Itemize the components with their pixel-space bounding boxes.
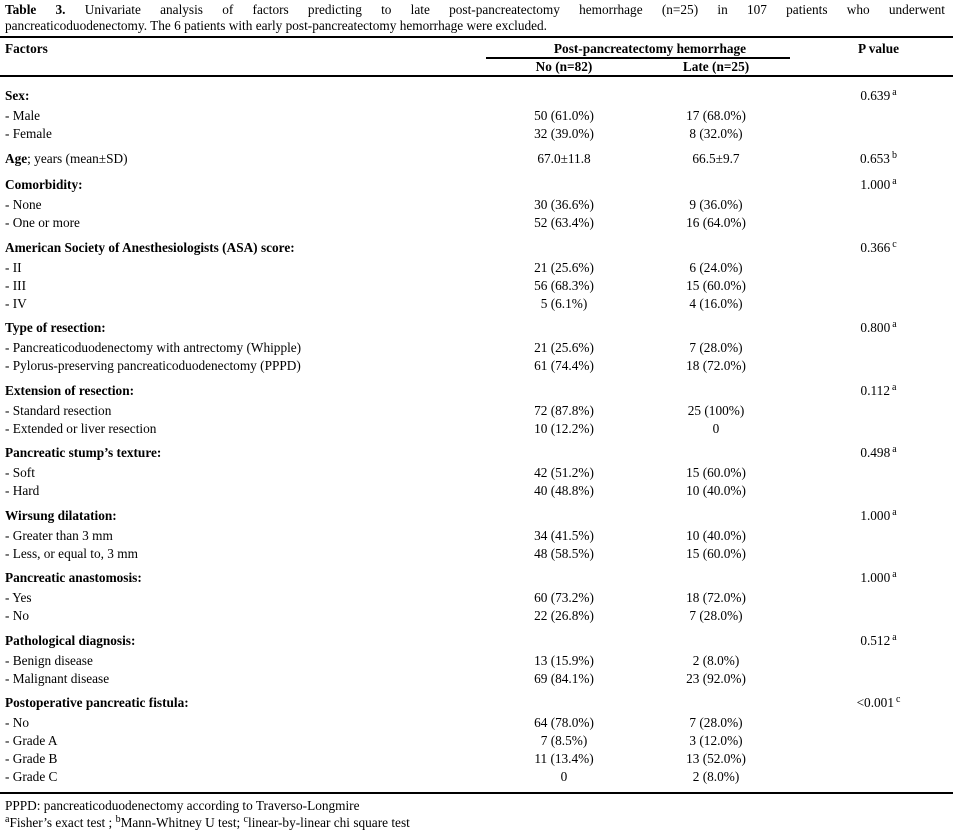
factor-item-row: [0, 420, 953, 438]
p-value-cell: [790, 482, 953, 500]
factor-item-label: - Standard resection: [5, 402, 112, 418]
no-value-cell: 60 (73.2%): [534, 590, 594, 605]
late-value-cell: 7 (28.0%): [689, 608, 743, 623]
p-value-cell: [790, 259, 953, 277]
factor-item-label: - No: [5, 608, 30, 623]
factor-item-row: [0, 607, 953, 625]
late-value-cell: [642, 382, 790, 402]
late-value-cell: 66.5±9.7: [692, 150, 740, 166]
no-value-cell: [486, 694, 642, 714]
p-value-superscript: a: [892, 444, 897, 455]
col-header-p-value: P value: [857, 41, 899, 56]
footnotes: [0, 794, 953, 833]
factor-item-row: [0, 464, 953, 482]
late-value-cell: [642, 239, 790, 259]
factor-group-label-cell: [0, 382, 486, 402]
factor-group-row: [0, 507, 953, 527]
factor-item-label: - Greater than 3 mm: [5, 527, 113, 543]
factor-group-row: [0, 694, 953, 714]
no-value-cell: 56 (68.3%): [534, 277, 594, 293]
no-value-cell: 42 (51.2%): [534, 465, 594, 480]
factor-item-row: [0, 214, 953, 232]
p-value-cell: [790, 652, 953, 670]
table-body: [0, 77, 953, 794]
no-value-cell: 21 (25.6%): [534, 259, 594, 275]
table-caption-line2: pancreaticoduodenectomy. The 6 patients with early post-pancreatectomy hemorrhage were excluded.: [5, 18, 547, 33]
late-value-cell: 18 (72.0%): [686, 590, 746, 605]
no-value-cell: [486, 507, 642, 527]
p-value-cell: [790, 214, 953, 232]
p-value-superscript: a: [892, 631, 897, 643]
late-value-cell: [642, 507, 790, 527]
late-value-cell: 10 (40.0%): [686, 527, 746, 543]
p-value-cell: [790, 402, 953, 420]
factor-item-label: - Less, or equal to, 3 mm: [5, 545, 138, 561]
p-value-cell: [790, 339, 953, 357]
factor-group-label-cell: [0, 444, 486, 464]
no-value-cell: 48 (58.5%): [534, 545, 594, 561]
no-value-cell: 34 (41.5%): [534, 527, 594, 543]
late-value-cell: 6 (24.0%): [689, 259, 743, 275]
factor-group-row: [0, 569, 953, 589]
factor-item-label: - Grade A: [5, 733, 58, 748]
factor-item-label: - Extended or liver resection: [5, 420, 157, 436]
col-header-factors: Factors: [5, 41, 48, 56]
p-value-cell: 0.512 $^a$: [860, 631, 897, 648]
factor-group-label-cell: [0, 176, 486, 196]
factor-item-row: [0, 670, 953, 688]
no-value-cell: [486, 444, 642, 464]
late-value-cell: 15 (60.0%): [686, 277, 746, 293]
factor-item-label: - Hard: [5, 483, 40, 498]
late-value-cell: 0: [712, 420, 720, 436]
late-value-cell: 4 (16.0%): [689, 295, 743, 311]
p-value-cell: [790, 277, 953, 295]
no-value-cell: 22 (26.8%): [534, 608, 594, 623]
no-value-cell: 10 (12.2%): [534, 420, 594, 436]
p-value-cell: 0.653 $^b$: [860, 149, 897, 166]
table-caption-text1: Univariate analysis of factors predicting to late post-pancreatectomy hemorrhage (n=25) in 107 patients who underwent: [84, 2, 946, 17]
col-header-spacer-right: [790, 59, 953, 75]
factor-item-label: - Grade B: [5, 751, 58, 766]
factor-item-label: - Male: [5, 108, 41, 123]
p-value-cell: [790, 420, 953, 438]
table-header: [0, 38, 953, 77]
factor-group-label: Wirsung dilatation:: [5, 507, 117, 523]
late-value-cell: 15 (60.0%): [686, 545, 746, 561]
p-value-cell: [790, 464, 953, 482]
no-value-cell: 72 (87.8%): [534, 402, 594, 418]
no-value-cell: 40 (48.8%): [534, 483, 594, 498]
late-value-cell: 9 (36.0%): [689, 197, 743, 212]
factor-group-row: [0, 382, 953, 402]
table-header-row-2: [0, 59, 953, 75]
p-value-cell: [790, 768, 953, 786]
factor-item-row: [0, 277, 953, 295]
p-value-cell: [790, 589, 953, 607]
late-value-cell: [642, 694, 790, 714]
p-value-cell: [790, 607, 953, 625]
factor-item-label: - Malignant disease: [5, 670, 110, 686]
p-value-cell: [790, 732, 953, 750]
footnote-abbreviation: PPPD: pancreaticoduodenectomy according to Traverso-Longmire: [5, 798, 360, 813]
no-value-cell: 52 (63.4%): [534, 215, 594, 230]
p-value-superscript: a: [892, 176, 897, 187]
factor-item-label: - One or more: [5, 215, 80, 230]
p-value-cell: 0.800 $^a$: [860, 319, 897, 335]
no-value-cell: [486, 569, 642, 589]
no-value-cell: 50 (61.0%): [534, 108, 594, 123]
p-value-cell: 1.000 $^a$: [860, 569, 897, 585]
no-value-cell: [486, 176, 642, 196]
no-value-cell: 67.0±11.8: [537, 150, 591, 166]
no-value-cell: 0: [560, 769, 568, 784]
factor-group-label-cell: [0, 507, 486, 527]
factor-group-row: [0, 87, 953, 107]
factor-group-row: [0, 239, 953, 259]
factor-group-row: [0, 176, 953, 196]
p-value-cell: [790, 527, 953, 545]
p-value-superscript: a: [892, 87, 897, 98]
p-value-cell: [790, 295, 953, 313]
factor-group-label: Pancreatic anastomosis:: [5, 570, 142, 585]
factor-group-label: American Society of Anesthesiologists (ASA) score:: [5, 239, 295, 255]
p-value-cell: [790, 107, 953, 125]
no-value-cell: [486, 382, 642, 402]
factor-group-label: Pathological diagnosis:: [5, 632, 136, 648]
factor-item-row: [0, 482, 953, 500]
late-value-cell: [642, 87, 790, 107]
factor-group-label: Extension of resection:: [5, 382, 135, 398]
p-value-superscript: a: [892, 319, 897, 330]
factor-item-label: - Yes: [5, 590, 32, 605]
p-value-cell: 1.000 $^a$: [860, 176, 897, 192]
no-value-cell: [486, 239, 642, 259]
late-value-cell: 16 (64.0%): [686, 215, 746, 230]
factor-item-label: - No: [5, 715, 30, 730]
late-value-cell: 17 (68.0%): [686, 108, 746, 123]
factor-group-label: Pancreatic stump’s texture:: [5, 445, 162, 460]
factor-group-label: Type of resection:: [5, 320, 106, 335]
factor-item-row: [0, 402, 953, 420]
factor-group-row: [0, 632, 953, 652]
late-value-cell: 2 (8.0%): [692, 652, 740, 668]
factor-group-label-cell: [0, 694, 486, 714]
late-value-cell: 10 (40.0%): [686, 483, 746, 498]
p-value-cell: [790, 196, 953, 214]
factor-group-label-cell: [0, 87, 486, 107]
factor-item-label: - Female: [5, 126, 52, 141]
late-value-cell: 7 (28.0%): [689, 340, 743, 355]
factor-item-row: [0, 107, 953, 125]
late-value-cell: 3 (12.0%): [689, 733, 743, 748]
factor-item-label: - III: [5, 277, 27, 293]
late-value-cell: [642, 444, 790, 464]
factor-item-row: [0, 750, 953, 768]
no-value-cell: [486, 319, 642, 339]
no-value-cell: 69 (84.1%): [534, 670, 594, 686]
factor-group-label-cell: [0, 150, 486, 170]
p-value-superscript: b: [891, 149, 897, 161]
footnote-test-label: Mann-Whitney U test;: [120, 815, 244, 830]
late-value-cell: [642, 176, 790, 196]
footnote-marker: a: [5, 814, 10, 825]
table-caption-line1: [5, 2, 945, 18]
factor-item-row: [0, 527, 953, 545]
p-value-cell: <0.001 $^c$: [856, 694, 901, 710]
factor-item-label: - Pylorus-preserving pancreaticoduodenectomy (PPPD): [5, 358, 301, 373]
late-value-cell: 15 (60.0%): [686, 465, 746, 480]
factor-item-row: [0, 339, 953, 357]
late-value-cell: 23 (92.0%): [686, 670, 746, 686]
no-value-cell: 64 (78.0%): [534, 715, 594, 730]
factor-item-row: [0, 545, 953, 563]
factor-item-row: [0, 768, 953, 786]
factor-group-row: [0, 150, 953, 170]
footnote-test-label: Fisher’s exact test ;: [9, 815, 116, 830]
p-value-cell: 1.000 $^a$: [860, 506, 897, 523]
factor-item-label: - Pancreaticoduodenectomy with antrectomy (Whipple): [5, 340, 302, 355]
factor-group-label-suffix: ; years (mean±SD): [27, 150, 128, 166]
p-value-cell: [790, 750, 953, 768]
col-header-spacer-left: [0, 59, 486, 75]
p-value-cell: [790, 714, 953, 732]
no-value-cell: [486, 632, 642, 652]
footnote-tests: [5, 814, 953, 833]
factor-group-label-cell: [0, 239, 486, 259]
factor-item-label: - None: [5, 197, 42, 212]
factor-group-label: Comorbidity:: [5, 177, 83, 192]
no-value-cell: 5 (6.1%): [540, 295, 588, 311]
p-value-cell: 0.112 $^a$: [860, 381, 897, 398]
factor-item-label: - Grade C: [5, 769, 58, 784]
p-value-superscript: a: [892, 506, 897, 518]
factor-group-row: [0, 319, 953, 339]
no-value-cell: [486, 87, 642, 107]
footnote-test-label: linear-by-linear chi square test: [248, 815, 410, 830]
no-value-cell: 30 (36.6%): [534, 197, 594, 212]
footnote-marker: c: [243, 814, 248, 825]
no-value-cell: 11 (13.4%): [534, 751, 594, 766]
p-value-cell: [790, 670, 953, 688]
p-value-superscript: a: [892, 569, 897, 580]
factor-group-label: Age: [5, 150, 28, 166]
late-value-cell: [642, 632, 790, 652]
factor-group-label-cell: [0, 569, 486, 589]
footnote-marker: b: [115, 814, 121, 825]
no-value-cell: 13 (15.9%): [534, 652, 594, 668]
factor-item-row: [0, 196, 953, 214]
p-value-cell: 0.498 $^a$: [860, 444, 897, 460]
p-value-superscript: a: [891, 381, 897, 393]
p-value-cell: 0.639 $^a$: [860, 87, 897, 103]
factor-group-label-cell: [0, 632, 486, 652]
factor-item-row: [0, 125, 953, 143]
no-value-cell: 21 (25.6%): [534, 340, 594, 355]
no-value-cell: 61 (74.4%): [534, 358, 594, 373]
p-value-cell: [790, 357, 953, 375]
factor-item-label: - Soft: [5, 465, 35, 480]
factor-group-label-cell: [0, 319, 486, 339]
p-value-superscript: c: [895, 694, 901, 705]
factor-group-row: [0, 444, 953, 464]
p-value-cell: [790, 545, 953, 563]
factor-item-row: [0, 357, 953, 375]
table-caption-number: Table 3.: [5, 2, 66, 17]
factor-item-row: [0, 589, 953, 607]
factor-item-label: - II: [5, 259, 22, 275]
p-value-superscript: c: [892, 238, 897, 250]
factor-item-row: [0, 259, 953, 277]
no-value-cell: 32 (39.0%): [534, 126, 594, 141]
p-value-cell: 0.366 $^c$: [860, 238, 897, 255]
late-value-cell: 8 (32.0%): [689, 126, 743, 141]
univariate-analysis-table: [0, 36, 953, 794]
factor-item-row: [0, 714, 953, 732]
late-value-cell: 25 (100%): [687, 402, 745, 418]
table-header-row-1: [0, 40, 953, 59]
late-value-cell: 2 (8.0%): [692, 769, 740, 784]
factor-item-row: [0, 732, 953, 750]
late-value-cell: 18 (72.0%): [686, 358, 746, 373]
col-header-hemorrhage-span: Post-pancreatectomy hemorrhage: [486, 40, 790, 59]
late-value-cell: 13 (52.0%): [686, 751, 746, 766]
no-value-cell: 7 (8.5%): [540, 733, 588, 748]
p-value-cell: [790, 125, 953, 143]
factor-item-row: [0, 295, 953, 313]
factor-item-label: - Benign disease: [5, 652, 93, 668]
late-value-cell: [642, 319, 790, 339]
late-value-cell: [642, 569, 790, 589]
factor-item-label: - IV: [5, 295, 27, 311]
late-value-cell: 7 (28.0%): [689, 715, 743, 730]
table-caption: [0, 0, 953, 34]
factor-group-label: Postoperative pancreatic fistula:: [5, 695, 189, 710]
factor-item-row: [0, 652, 953, 670]
col-header-late: Late (n=25): [682, 59, 750, 74]
col-header-no: No (n=82): [535, 59, 593, 74]
factor-group-label: Sex:: [5, 88, 30, 103]
